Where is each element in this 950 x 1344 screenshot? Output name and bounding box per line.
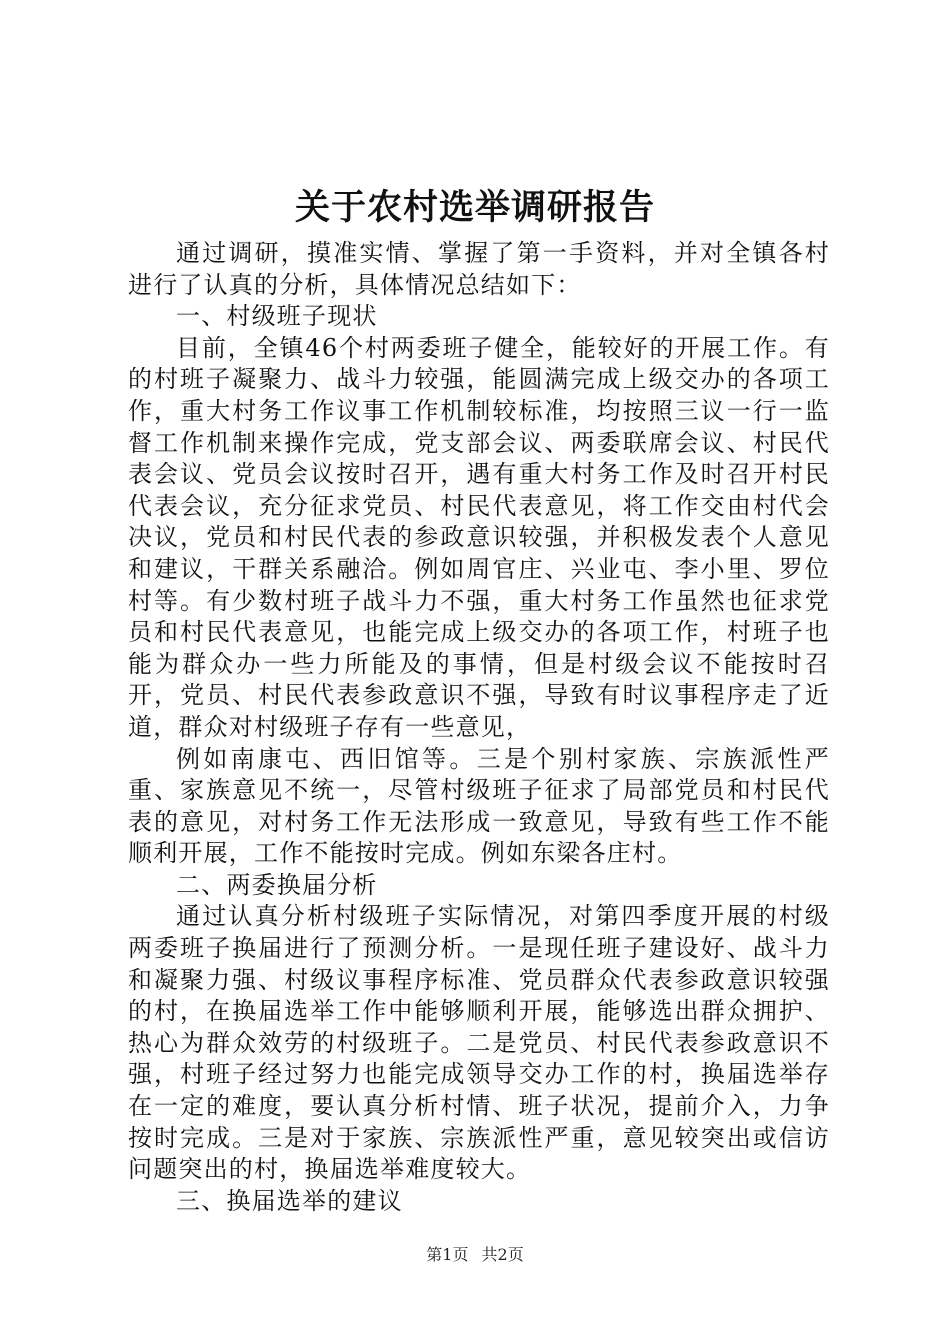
document-body <box>128 238 830 1217</box>
section-heading-2: 二、两委换届分析 <box>176 870 378 899</box>
section-1-paragraph-continued: 例如南康屯、西旧馆等。三是个别村家族、宗族派性严重、家族意见不统一，尽管村级班子征求了局部党员和村民代表的意见，对村务工作无法形成一致意见，导致有些工作不能顺利开展，工作不能按时完成。例如东梁各庄村。 <box>128 744 830 868</box>
page-number: 第1页 <box>426 1245 469 1264</box>
page-total: 共2页 <box>481 1245 524 1264</box>
section-1-paragraph: 目前，全镇46个村两委班子健全，能较好的开展工作。有的村班子凝聚力、战斗力较强，能圆满完成上级交办的各项工作，重大村务工作议事工作机制较标准，均按照三议一行一监督工作机制来操作完成，党支部会议、两委联席会议、村民代表会议、党员会议按时召开，遇有重大村务工作及时召开村民代表会议，充分征求党员、村民代表意见，将工作交由村代会决议，党员和村民代表的参政意识较强，并积极发表个人意见和建议，干群关系融洽。例如周官庄、兴业屯、李小里、罗位村等。有少数村班子战斗力不强，重大村务工作虽然也征求党员和村民代表意见，也能完成上级交办的各项工作，村班子也能为群众办一些力所能及的事情，但是村级会议不能按时召开，党员、村民代表参政意识不强，导致有时议事程序走了近道，群众对村级班子存有一些意见， <box>128 333 830 741</box>
section-2-paragraph: 通过认真分析村级班子实际情况，对第四季度开展的村级两委班子换届进行了预测分析。一是现任班子建设好、战斗力和凝聚力强、村级议事程序标准、党员群众代表参政意识较强的村，在换届选举工作中能够顺利开展，能够选出群众拥护、热心为群众效劳的村级班子。二是党员、村民代表参政意识不强，村班子经过努力也能完成领导交办工作的村，换届选举存在一定的难度，要认真分析村情、班子状况，提前介入，力争按时完成。三是对于家族、宗族派性严重，意见较突出或信访问题突出的村，换届选举难度较大。 <box>128 902 830 1184</box>
section-heading-1: 一、村级班子现状 <box>176 302 378 331</box>
intro-paragraph: 通过调研，摸准实情、掌握了第一手资料，并对全镇各村进行了认真的分析，具体情况总结如下： <box>128 239 830 299</box>
document-title: 关于农村选举调研报告 <box>294 187 655 228</box>
page-footer <box>0 1244 950 1266</box>
section-heading-3: 三、换届选举的建议 <box>176 1186 403 1215</box>
